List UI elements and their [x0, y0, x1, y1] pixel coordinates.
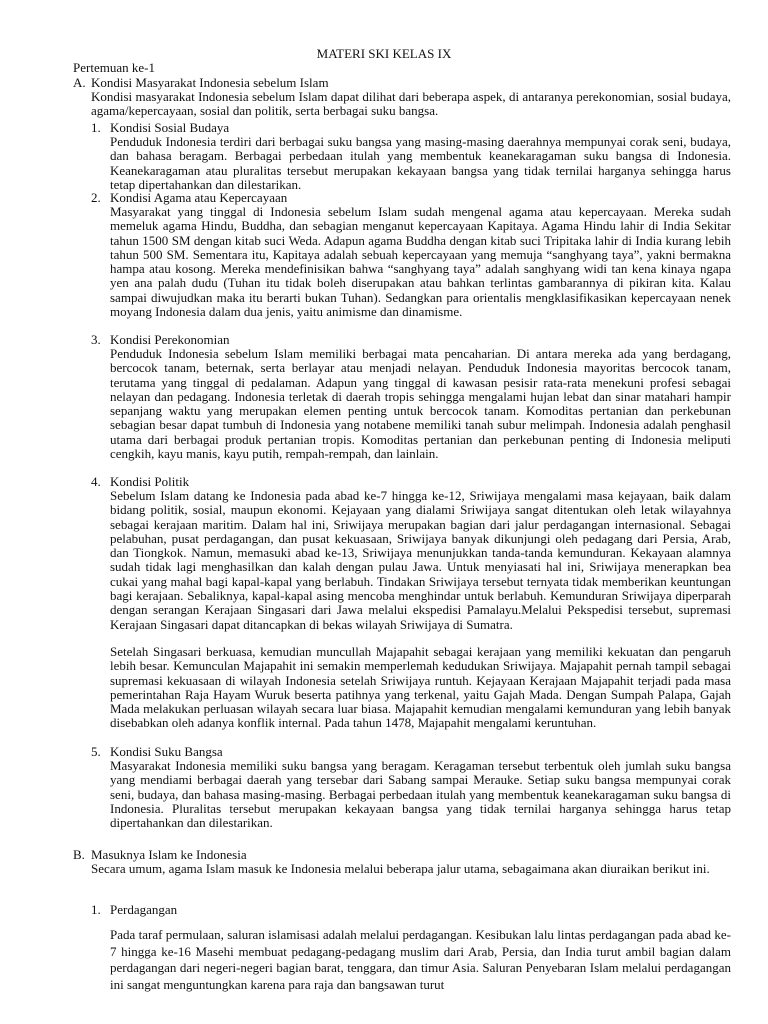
- b1-heading: Perdagangan: [110, 902, 178, 917]
- a5-paragraph: Masyarakat Indonesia memiliki suku bangsa yang beragam. Keragaman tersebut terbentuk oleh jumlah suku bangsa yang mendiami berbagai daerah yang tersebar dari Sabang sampai Merauke. Setiap suku bangsa mempunyai corak seni, budaya, dan bahasa masing-masing. Berbagai perbedaan itulah yang membentuk keanekaragaman suku bangsa di Indonesia. Pluralitas tersebut merupakan kekayaan bangsa yang tidak ternilai harganya sehingga harus tetap dipertahankan dan dilestarikan.: [110, 758, 731, 831]
- section-a-intro: Kondisi masyarakat Indonesia sebelum Islam dapat dilihat dari beberapa aspek, di antaranya perekonomian, sosial budaya, agama/kepercayaan, sosial dan politik, serta berbagai suku bangsa.: [91, 89, 731, 119]
- a4-paragraph-1: Sebelum Islam datang ke Indonesia pada abad ke-7 hingga ke-12, Sriwijaya mengalami masa kejayaan, baik dalam bidang politik, sosial, maupun ekonomi. Kejayaan yang dialami Sriwijaya sangat ditentukan oleh letak wilayahnya sebagai kerajaan maritim. Dalam hal ini, Sriwijaya merupakan bagian dari jalur perdagangan internasional. Sebagai pelabuhan, pusat perdagangan, dan pusat kekuasaan, Sriwijaya banyak dikunjungi oleh pedagang dari Persia, Arab, dan Tiongkok. Namun, memasuki abad ke-13, Sriwijaya menunjukkan tanda-tanda kemunduran. Kekayaan alamnya sudah tidak lagi menghasilkan dan kalah dengan pulau Jawa. Untuk menyiasati hal ini, Sriwijaya menerapkan bea cukai yang mahal bagi kapal-kapal yang berlabuh. Tindakan Sriwijaya tersebut ternyata tidak memberikan keuntungan bagi kerajaan. Sebaliknya, kapal-kapal asing mencoba menghindar untuk berlabuh. Kemunduran Sriwijaya diperparah dengan serangan Kerajaan Singasari dari Jawa melalui ekspedisi Pamalayu.Melalui Pekspedisi tersebut, supremasi Kerajaan Singasari dapat ditancapkan di bekas wilayah Sriwijaya di Sumatra.: [110, 488, 731, 632]
- section-b-intro: Secara umum, agama Islam masuk ke Indonesia melalui beberapa jalur utama, sebagaimana akan diuraikan berikut ini.: [91, 861, 710, 876]
- meeting-label: Pertemuan ke-1: [73, 60, 155, 75]
- a1-heading: Kondisi Sosial Budaya: [110, 120, 230, 135]
- a4-number: 4.: [91, 474, 101, 489]
- section-a-marker: A.: [73, 75, 86, 90]
- a5-number: 5.: [91, 744, 101, 759]
- a2-heading: Kondisi Agama atau Kepercayaan: [110, 190, 288, 205]
- a2-number: 2.: [91, 190, 101, 205]
- b1-paragraph: Pada taraf permulaan, saluran islamisasi adalah melalui perdagangan. Kesibukan lalu lintas perdagangan pada abad ke-7 hingga ke-16 Masehi membuat pedagang-pedagang muslim dari Arab, Persia, dan India turut ambil bagian dalam perdagangan dari negeri-negeri bagian barat, tenggara, dan timur Asia. Saluran Penyebaran Islam melalui perdagangan ini sangat menguntungkan karena para raja dan bangsawan turut: [110, 927, 731, 992]
- a2-paragraph: Masyarakat yang tinggal di Indonesia sebelum Islam sudah mengenal agama atau kepercayaan. Mereka sudah memeluk agama Hindu, Buddha, dan sebagian menganut kepercayaan Kapitaya. Agama Hindu lahir di India Sekitar tahun 1500 SM dengan kitab suci Weda. Adapun agama Buddha dengan kitab suci Tripitaka lahir di India kurang lebih tahun 500 SM. Sementara itu, Kapitaya adalah sebuah kepercayaan yang memuja “sanghyang taya”, yakni bermakna hampa atau kosong. Mereka mendefinisikan bahwa “sanghyang taya” adalah sanghyang widi tan kena kinaya ngapa yen ana palah dudu (Tuhan itu tidak boleh diserupakan atau bahkan terlintas gambarannya di pikiran kita. Kalau sampai diwujudkan maka itu berarti bukan Tuhan). Sedangkan para orientalis mengklasifikasikan kepercayaan nenek moyang Indonesia dalam dua jenis, yaitu animisme dan dinamisme.: [110, 204, 731, 320]
- section-b-marker: B.: [73, 847, 85, 862]
- page-title: MATERI SKI KELAS IX: [316, 46, 452, 61]
- a1-paragraph: Penduduk Indonesia terdiri dari berbagai suku bangsa yang masing-masing daerahnya mempunyai corak seni, budaya, dan bahasa beragam. Berbagai perbedaan itulah yang membentuk keanekaragaman suku bangsa di Indonesia. Keanekaragaman atau pluralitas tersebut merupakan kekayaan bangsa yang tidak ternilai harganya sehingga harus tetap dipertahankan dan dilestarikan.: [110, 134, 731, 192]
- a3-paragraph: Penduduk Indonesia sebelum Islam memiliki berbagai mata pencaharian. Di antara mereka ada yang berdagang, bercocok tanam, beternak, serta berlayar atau menjadi nelayan. Penduduk Indonesia mayoritas bercocok tanam, terutama yang tinggal di pedalaman. Adapun yang tinggal di kawasan pesisir rata-rata menekuni profesi sebagai nelayan dan pedagang. Indonesia terletak di daerah tropis sehingga mengalami hujan lebat dan sinar matahari hampir sepanjang waktu yang merupakan elemen penting untuk bercocok tanam. Komoditas pertanian dan perkebunan sebagian besar dapat tumbuh di Indonesia yang notabene memiliki tanah subur melimpah. Indonesia adalah penghasil utama dari berbagai produk pertanian tropis. Komoditas pertanian dan perkebunan penting di Indonesia meliputi cengkih, kayu manis, kayu putih, rempah-rempah, dan lainlain.: [110, 346, 731, 462]
- a1-number: 1.: [91, 120, 101, 135]
- a3-number: 3.: [91, 332, 101, 347]
- section-a-heading: Kondisi Masyarakat Indonesia sebelum Islam: [91, 75, 329, 90]
- a4-paragraph-2: Setelah Singasari berkuasa, kemudian muncullah Majapahit sebagai kerajaan yang memiliki kekuatan dan pengaruh lebih besar. Kemunculan Majapahit ini semakin memperlemah kedudukan Sriwijaya. Majapahit pernah tampil sebagai supremasi kekuasaan di wilayah Indonesia setelah Sriwijaya runtuh. Kejayaan Kerajaan Majapahit terjadi pada masa pemerintahan Raja Hayam Wuruk beserta patihnya yang terkenal, yaitu Gajah Mada. Dengan Sumpah Palapa, Gajah Mada melakukan perluasan wilayah secara luar biasa. Majapahit kemudian mengalami kemunduran yang lebih banyak disebabkan oleh adanya konflik internal. Pada tahun 1478, Majapahit mengalami keruntuhan.: [110, 644, 731, 731]
- a5-heading: Kondisi Suku Bangsa: [110, 744, 223, 759]
- b1-number: 1.: [91, 902, 101, 917]
- a4-heading: Kondisi Politik: [110, 474, 190, 489]
- a3-heading: Kondisi Perekonomian: [110, 332, 230, 347]
- section-b-heading: Masuknya Islam ke Indonesia: [91, 847, 247, 862]
